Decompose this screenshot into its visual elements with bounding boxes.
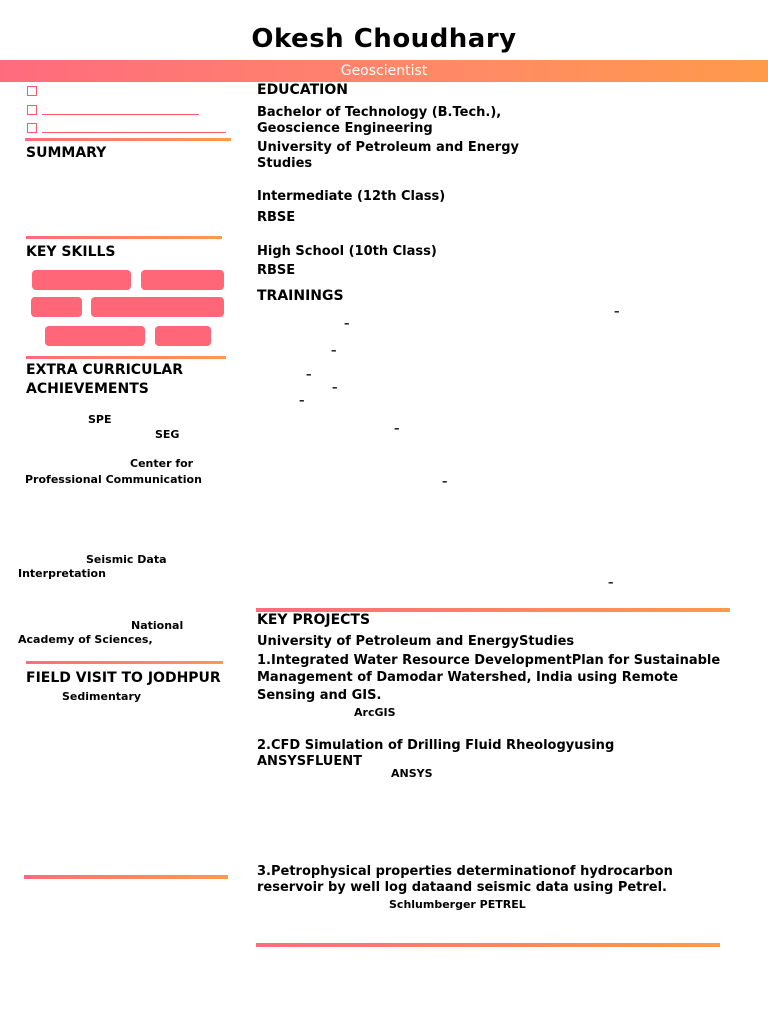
project1-tool: ArcGIS	[354, 706, 396, 719]
intermediate: Intermediate (12th Class)	[257, 189, 446, 204]
key-projects-heading: KEY PROJECTS	[257, 612, 371, 628]
bottom-right-divider	[256, 943, 720, 947]
extra-item-spe: SPE	[88, 413, 112, 426]
candidate-name: Okesh Choudhary	[251, 24, 517, 54]
training-dash: –	[344, 317, 350, 330]
bottom-left-divider	[24, 875, 228, 879]
field-visit-heading: FIELD VISIT TO JODHPUR	[26, 670, 221, 686]
high-school-board: RBSE	[257, 263, 296, 278]
phone-icon	[27, 86, 37, 96]
project2-line1: 2.CFD Simulation of Drilling Fluid Rheologyusing	[257, 738, 615, 753]
university-line1: University of Petroleum and Energy	[257, 140, 519, 155]
project1-line1: 1.Integrated Water Resource DevelopmentPlan for Sustainable	[257, 653, 721, 668]
extra-heading-line1: EXTRA CURRICULAR	[26, 362, 183, 378]
extra-heading-line2: ACHIEVEMENTS	[26, 381, 149, 397]
training-dash: –	[394, 422, 400, 435]
skill-chip	[155, 326, 211, 346]
skill-chip	[32, 270, 131, 290]
job-title-banner: Geoscientist	[0, 60, 768, 82]
trainings-heading: TRAININGS	[257, 288, 344, 304]
extra-item-seg: SEG	[155, 428, 180, 441]
project2-line2: ANSYSFLUENT	[257, 754, 362, 769]
skill-chip	[91, 297, 224, 317]
skill-chip	[141, 270, 224, 290]
degree-line1: Bachelor of Technology (B.Tech.),	[257, 105, 502, 120]
training-dash: –	[608, 576, 614, 589]
projects-university: University of Petroleum and EnergyStudies	[257, 634, 575, 649]
skills-divider	[26, 236, 222, 239]
university-line2: Studies	[257, 156, 313, 171]
project2-tool: ANSYS	[391, 767, 433, 780]
extra-item-seismic-line1: Seismic Data	[86, 553, 167, 566]
project3-line1: 3.Petrophysical properties determinationof hydrocarbon	[257, 864, 673, 879]
education-heading: EDUCATION	[257, 82, 348, 98]
extra-item-cpc-line1: Center for	[130, 457, 194, 470]
project1-line3: Sensing and GIS.	[257, 688, 382, 703]
intermediate-board: RBSE	[257, 210, 296, 225]
extra-item-seismic-line2: Interpretation	[18, 567, 106, 580]
link-icon	[27, 123, 37, 133]
extra-divider	[26, 356, 226, 359]
training-dash: –	[614, 305, 620, 318]
skill-chip	[45, 326, 145, 346]
extra-item-nas-line2: Academy of Sciences,	[18, 633, 153, 646]
project3-tool: Schlumberger PETREL	[389, 898, 526, 911]
training-dash: –	[299, 394, 305, 407]
email-underline	[42, 114, 199, 115]
training-dash: –	[332, 381, 338, 394]
summary-divider	[25, 138, 231, 141]
project3-line2: reservoir by well log dataand seismic data using Petrel.	[257, 880, 667, 895]
field-visit-divider	[26, 661, 223, 664]
extra-item-nas-line1: National	[131, 619, 184, 632]
training-dash: –	[331, 344, 337, 357]
training-dash: –	[442, 475, 448, 488]
email-icon	[27, 105, 37, 115]
degree-line2: Geoscience Engineering	[257, 121, 433, 136]
high-school: High School (10th Class)	[257, 244, 437, 259]
skill-chip	[31, 297, 82, 317]
summary-heading: SUMMARY	[26, 145, 107, 161]
link-underline	[42, 132, 226, 133]
project1-line2: Management of Damodar Watershed, India using Remote	[257, 670, 679, 685]
key-skills-heading: KEY SKILLS	[26, 244, 116, 260]
training-dash: –	[306, 368, 312, 381]
extra-item-cpc-line2: Professional Communication	[25, 473, 202, 486]
field-visit-text: Sedimentary	[62, 690, 142, 703]
